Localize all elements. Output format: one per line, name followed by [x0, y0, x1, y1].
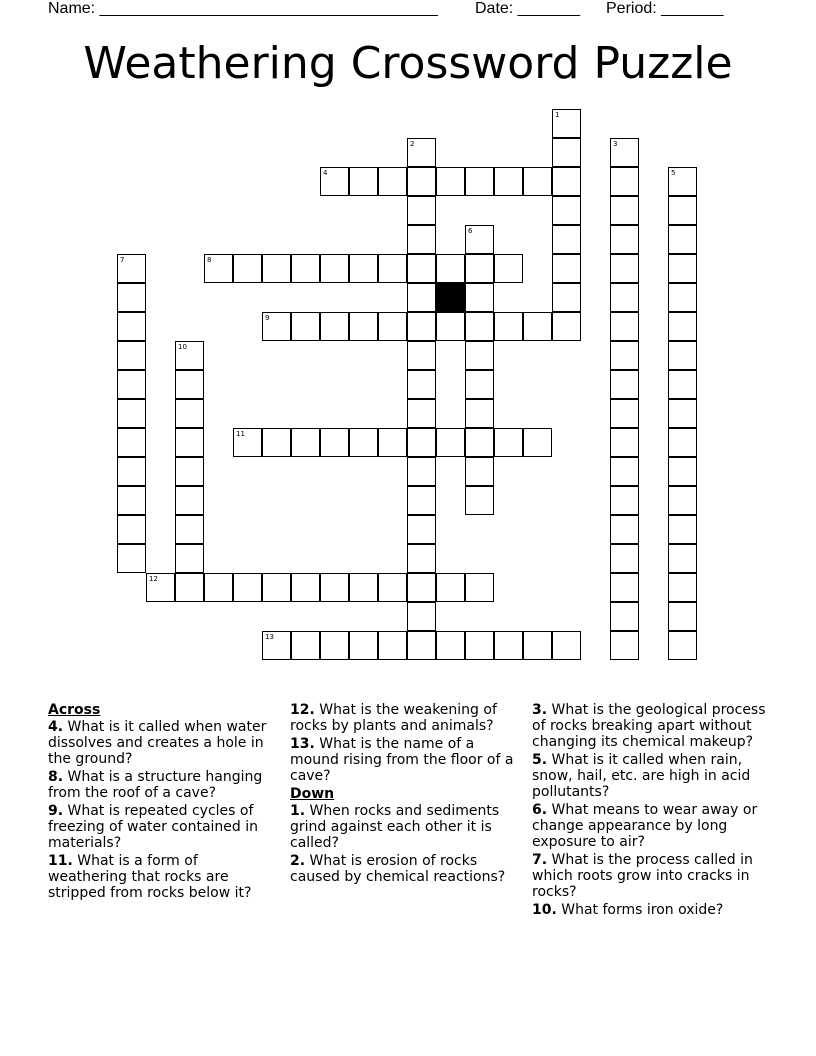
crossword-cell[interactable]	[552, 312, 581, 341]
crossword-cell[interactable]	[291, 428, 320, 457]
clue-number: 9	[265, 314, 270, 322]
crossword-cell[interactable]	[523, 312, 552, 341]
crossword-cell[interactable]	[668, 631, 697, 660]
crossword-cell[interactable]	[552, 167, 581, 196]
crossword-cell[interactable]	[262, 254, 291, 283]
crossword-cell[interactable]	[610, 457, 639, 486]
crossword-cell[interactable]	[523, 167, 552, 196]
crossword-cell[interactable]	[407, 225, 436, 254]
crossword-cell[interactable]	[175, 486, 204, 515]
crossword-cell[interactable]	[668, 370, 697, 399]
crossword-cell[interactable]	[117, 254, 146, 283]
crossword-cell[interactable]	[668, 515, 697, 544]
crossword-cell[interactable]	[349, 573, 378, 602]
crossword-cell[interactable]	[465, 631, 494, 660]
page-title: Weathering Crossword Puzzle	[83, 38, 733, 89]
crossword-cell[interactable]	[465, 399, 494, 428]
crossword-cell[interactable]	[552, 225, 581, 254]
crossword-cell[interactable]	[175, 515, 204, 544]
clue-down-2: 2. What is erosion of rocks caused by chemical reactions?	[290, 853, 506, 885]
crossword-cell[interactable]	[175, 544, 204, 573]
crossword-cell[interactable]	[117, 341, 146, 370]
crossword-cell[interactable]	[407, 138, 436, 167]
crossword-cell[interactable]	[494, 167, 523, 196]
crossword-cell[interactable]	[465, 370, 494, 399]
crossword-cell[interactable]	[494, 312, 523, 341]
crossword-cell[interactable]	[320, 428, 349, 457]
crossword-cell[interactable]	[117, 312, 146, 341]
clue-across-4: 4. What is it called when water dissolves and creates a hole in the ground?	[48, 719, 267, 767]
crossword-cell[interactable]	[117, 283, 146, 312]
crossword-cell[interactable]	[610, 631, 639, 660]
crossword-cell[interactable]	[262, 573, 291, 602]
crossword-cell[interactable]	[465, 167, 494, 196]
clue-down-1: 1. When rocks and sediments grind against each other it is called?	[290, 803, 500, 851]
crossword-cell[interactable]	[117, 399, 146, 428]
crossword-cell[interactable]	[204, 573, 233, 602]
crossword-cell[interactable]	[668, 225, 697, 254]
date-field[interactable]: Date: _______	[475, 0, 580, 17]
crossword-cell[interactable]	[204, 254, 233, 283]
crossword-cell[interactable]	[668, 428, 697, 457]
crossword-cell[interactable]	[436, 573, 465, 602]
crossword-cell[interactable]	[291, 631, 320, 660]
crossword-cell[interactable]	[349, 631, 378, 660]
crossword-cell[interactable]	[610, 167, 639, 196]
crossword-cell[interactable]	[349, 167, 378, 196]
clue-across-11: 11. What is a form of weathering that rocks are stripped from rocks below it?	[48, 853, 252, 901]
crossword-cell[interactable]	[378, 631, 407, 660]
crossword-cell[interactable]	[465, 254, 494, 283]
clue-number: 2	[410, 140, 415, 148]
crossword-cell[interactable]	[407, 196, 436, 225]
crossword-cell[interactable]	[668, 486, 697, 515]
crossword-cell[interactable]	[320, 254, 349, 283]
crossword-cell[interactable]	[291, 254, 320, 283]
crossword-cell[interactable]	[610, 544, 639, 573]
crossword-cell[interactable]	[117, 515, 146, 544]
crossword-cell[interactable]	[378, 428, 407, 457]
crossword-cell[interactable]	[668, 602, 697, 631]
crossword-cell[interactable]	[349, 254, 378, 283]
crossword-cell[interactable]	[552, 254, 581, 283]
clue-down-6: 6. What means to wear away or change appearance by long exposure to air?	[532, 802, 758, 850]
crossword-cell[interactable]	[175, 428, 204, 457]
clue-number: 1	[555, 111, 560, 119]
clue-across-12: 12. What is the weakening of rocks by plants and animals?	[290, 702, 497, 734]
crossword-cell[interactable]	[117, 486, 146, 515]
crossword-cell[interactable]	[175, 399, 204, 428]
crossword-cell[interactable]	[349, 312, 378, 341]
crossword-cell[interactable]	[668, 544, 697, 573]
across-heading: Across	[48, 702, 101, 718]
crossword-cell[interactable]	[465, 428, 494, 457]
crossword-cell[interactable]	[610, 515, 639, 544]
crossword-cell[interactable]	[668, 167, 697, 196]
crossword-cell[interactable]	[117, 544, 146, 573]
crossword-cell[interactable]	[233, 428, 262, 457]
crossword-cell[interactable]	[465, 573, 494, 602]
crossword-cell[interactable]	[175, 457, 204, 486]
crossword-cell[interactable]	[407, 428, 436, 457]
crossword-cell[interactable]	[465, 457, 494, 486]
crossword-cell[interactable]	[320, 631, 349, 660]
period-field[interactable]: Period: _______	[606, 0, 724, 17]
crossword-cell[interactable]	[494, 254, 523, 283]
crossword-cell[interactable]	[262, 428, 291, 457]
crossword-cell[interactable]	[117, 428, 146, 457]
crossword-cell[interactable]	[668, 573, 697, 602]
crossword-cell[interactable]	[668, 341, 697, 370]
crossword-cell[interactable]	[610, 602, 639, 631]
crossword-cell[interactable]	[407, 602, 436, 631]
crossword-cell[interactable]	[407, 631, 436, 660]
crossword-cell[interactable]	[378, 312, 407, 341]
crossword-cell[interactable]	[349, 428, 378, 457]
crossword-cell[interactable]	[610, 225, 639, 254]
crossword-cell[interactable]	[610, 428, 639, 457]
crossword-cell[interactable]	[407, 486, 436, 515]
crossword-cell[interactable]	[523, 631, 552, 660]
crossword-cell[interactable]	[668, 196, 697, 225]
clue-down-7: 7. What is the process called in which roots grow into cracks in rocks?	[532, 852, 753, 900]
crossword-cell[interactable]	[175, 370, 204, 399]
crossword-cell[interactable]	[436, 167, 465, 196]
crossword-cell[interactable]	[668, 254, 697, 283]
clue-column-1	[48, 702, 280, 903]
crossword-cell[interactable]	[407, 573, 436, 602]
crossword-cell[interactable]	[610, 138, 639, 167]
crossword-cell[interactable]	[465, 283, 494, 312]
crossword-cell[interactable]	[610, 370, 639, 399]
crossword-cell[interactable]	[436, 631, 465, 660]
crossword-cell[interactable]	[552, 196, 581, 225]
crossword-cell[interactable]	[610, 341, 639, 370]
crossword-cell[interactable]	[175, 341, 204, 370]
clue-down-3: 3. What is the geological process of rocks breaking apart without changing its chemical makeup?	[532, 702, 766, 750]
clue-across-9: 9. What is repeated cycles of freezing of water contained in materials?	[48, 803, 259, 851]
crossword-cell[interactable]	[407, 167, 436, 196]
crossword-cell[interactable]	[233, 254, 262, 283]
crossword-cell[interactable]	[465, 486, 494, 515]
crossword-cell[interactable]	[320, 167, 349, 196]
black-square	[436, 283, 465, 312]
crossword-cell[interactable]	[175, 573, 204, 602]
crossword-cell[interactable]	[610, 196, 639, 225]
crossword-cell[interactable]	[552, 631, 581, 660]
crossword-cell[interactable]	[610, 254, 639, 283]
crossword-cell[interactable]	[407, 515, 436, 544]
crossword-cell[interactable]	[552, 283, 581, 312]
crossword-cell[interactable]	[668, 457, 697, 486]
crossword-cell[interactable]	[494, 428, 523, 457]
crossword-cell[interactable]	[378, 167, 407, 196]
crossword-cell[interactable]	[610, 399, 639, 428]
crossword-cell[interactable]	[407, 254, 436, 283]
clue-down-10: 10. What forms iron oxide?	[532, 902, 724, 918]
crossword-cell[interactable]	[465, 225, 494, 254]
crossword-cell[interactable]	[117, 370, 146, 399]
crossword-cell[interactable]	[117, 457, 146, 486]
crossword-cell[interactable]	[407, 370, 436, 399]
crossword-cell[interactable]	[523, 428, 552, 457]
clue-number: 4	[323, 169, 328, 177]
crossword-cell[interactable]	[407, 312, 436, 341]
crossword-cell[interactable]	[610, 573, 639, 602]
crossword-cell[interactable]	[378, 573, 407, 602]
crossword-cell[interactable]	[146, 573, 175, 602]
crossword-cell[interactable]	[465, 312, 494, 341]
crossword-cell[interactable]	[610, 312, 639, 341]
crossword-cell[interactable]	[378, 254, 407, 283]
crossword-cell[interactable]	[436, 254, 465, 283]
clue-number: 7	[120, 256, 125, 264]
crossword-cell[interactable]	[262, 631, 291, 660]
clue-number: 6	[468, 227, 473, 235]
clue-across-13: 13. What is the name of a mound rising from the floor of a cave?	[290, 736, 514, 784]
crossword-cell[interactable]	[552, 109, 581, 138]
clue-number: 12	[149, 575, 158, 583]
crossword-cell[interactable]	[465, 341, 494, 370]
crossword-cell[interactable]	[320, 312, 349, 341]
crossword-cell[interactable]	[436, 428, 465, 457]
crossword-cell[interactable]	[320, 573, 349, 602]
crossword-cell[interactable]	[291, 312, 320, 341]
crossword-cell[interactable]	[610, 486, 639, 515]
name-field[interactable]: Name: ______________________________________	[48, 0, 438, 17]
crossword-cell[interactable]	[407, 341, 436, 370]
crossword-cell[interactable]	[552, 138, 581, 167]
crossword-cell[interactable]	[407, 283, 436, 312]
clue-across-8: 8. What is a structure hanging from the roof of a cave?	[48, 769, 263, 801]
clue-number: 8	[207, 256, 212, 264]
crossword-cell[interactable]	[610, 283, 639, 312]
crossword-cell[interactable]	[494, 631, 523, 660]
crossword-cell[interactable]	[407, 544, 436, 573]
crossword-cell[interactable]	[262, 312, 291, 341]
clue-number: 13	[265, 633, 274, 641]
crossword-cell[interactable]	[668, 312, 697, 341]
crossword-cell[interactable]	[436, 312, 465, 341]
crossword-cell[interactable]	[407, 399, 436, 428]
crossword-cell[interactable]	[407, 457, 436, 486]
clue-number: 11	[236, 430, 245, 438]
crossword-cell[interactable]	[291, 573, 320, 602]
crossword-cell[interactable]	[233, 573, 262, 602]
clue-down-5: 5. What is it called when rain, snow, hail, etc. are high in acid pollutants?	[532, 752, 751, 800]
crossword-cell[interactable]	[668, 399, 697, 428]
clue-number: 3	[613, 140, 618, 148]
clue-column-2	[290, 702, 522, 887]
down-heading: Down	[290, 786, 335, 802]
clue-number: 10	[178, 343, 187, 351]
crossword-cell[interactable]	[668, 283, 697, 312]
clue-number: 5	[671, 169, 676, 177]
clue-column-3	[532, 702, 768, 920]
